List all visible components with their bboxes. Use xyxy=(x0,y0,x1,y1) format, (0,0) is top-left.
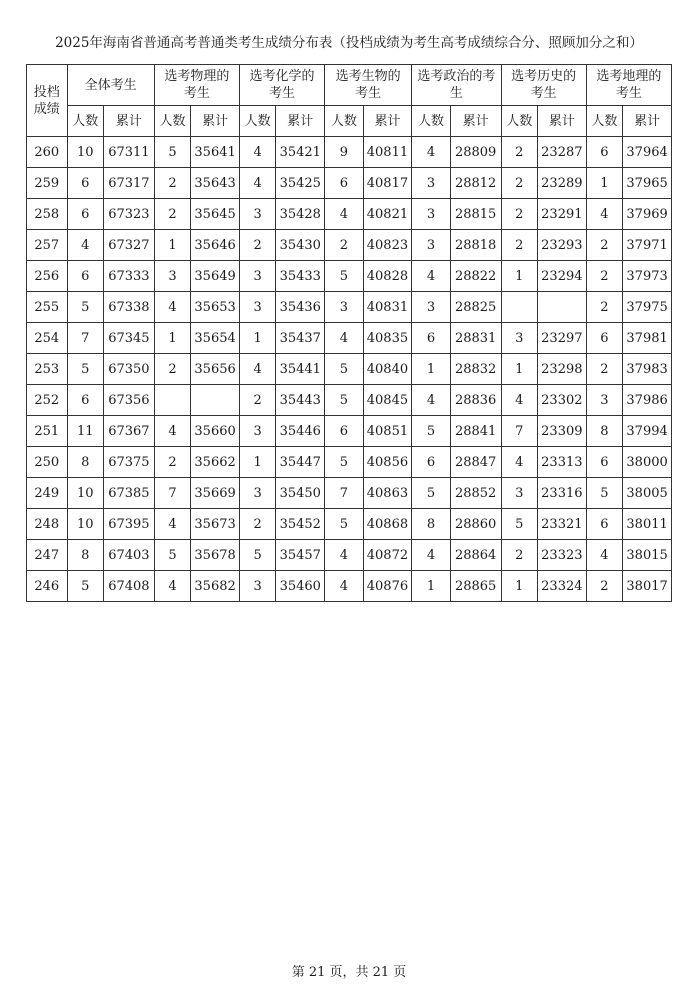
count-cell: 5 xyxy=(325,509,364,540)
cumulative-cell: 23323 xyxy=(538,540,587,571)
score-cell: 260 xyxy=(27,137,68,168)
cumulative-cell: 67311 xyxy=(104,137,155,168)
cumulative-cell: 35436 xyxy=(276,292,325,323)
cumulative-cell: 38011 xyxy=(623,509,672,540)
cumulative-cell: 23302 xyxy=(538,385,587,416)
count-cell: 5 xyxy=(154,137,191,168)
group-header-chemistry: 选考化学的考生 xyxy=(239,65,324,106)
count-cell: 6 xyxy=(325,416,364,447)
cumulative-cell: 23321 xyxy=(538,509,587,540)
cumulative-cell: 40851 xyxy=(363,416,412,447)
count-cell: 2 xyxy=(154,199,191,230)
count-cell: 3 xyxy=(239,261,276,292)
cumulative-cell: 40856 xyxy=(363,447,412,478)
count-cell: 3 xyxy=(412,292,451,323)
cumulative-cell xyxy=(191,385,240,416)
cumulative-cell: 35428 xyxy=(276,199,325,230)
sub-header-count: 人数 xyxy=(239,106,276,137)
cumulative-cell: 35656 xyxy=(191,354,240,385)
count-cell: 3 xyxy=(239,478,276,509)
count-cell: 10 xyxy=(67,478,104,509)
count-cell: 7 xyxy=(501,416,538,447)
count-cell: 4 xyxy=(154,292,191,323)
page-footer: 第 21 页，共 21 页 xyxy=(291,965,407,980)
cumulative-cell: 23316 xyxy=(538,478,587,509)
count-cell: 6 xyxy=(586,509,623,540)
cumulative-cell: 28865 xyxy=(450,571,501,602)
cumulative-cell: 28818 xyxy=(450,230,501,261)
count-cell: 4 xyxy=(154,416,191,447)
cumulative-cell: 37994 xyxy=(623,416,672,447)
count-cell: 1 xyxy=(501,261,538,292)
score-cell: 253 xyxy=(27,354,68,385)
count-cell: 3 xyxy=(239,416,276,447)
count-cell: 4 xyxy=(586,540,623,571)
count-cell: 1 xyxy=(154,230,191,261)
cumulative-cell: 23298 xyxy=(538,354,587,385)
count-cell: 2 xyxy=(239,509,276,540)
sub-header-cumulative: 累计 xyxy=(104,106,155,137)
count-cell: 3 xyxy=(412,230,451,261)
count-cell: 2 xyxy=(325,230,364,261)
count-cell: 9 xyxy=(325,137,364,168)
score-cell: 255 xyxy=(27,292,68,323)
count-cell: 3 xyxy=(239,292,276,323)
cumulative-cell: 38005 xyxy=(623,478,672,509)
count-cell: 4 xyxy=(501,385,538,416)
cumulative-cell: 23297 xyxy=(538,323,587,354)
sub-header-count: 人数 xyxy=(412,106,451,137)
sub-header-cumulative: 累计 xyxy=(363,106,412,137)
count-cell: 4 xyxy=(239,137,276,168)
score-cell: 257 xyxy=(27,230,68,261)
count-cell: 2 xyxy=(239,385,276,416)
cumulative-cell: 37973 xyxy=(623,261,672,292)
count-cell: 4 xyxy=(154,571,191,602)
cumulative-cell: 37964 xyxy=(623,137,672,168)
table-row xyxy=(27,478,672,509)
table-row xyxy=(27,571,672,602)
count-cell: 1 xyxy=(501,354,538,385)
cumulative-cell: 35443 xyxy=(276,385,325,416)
count-cell: 3 xyxy=(239,571,276,602)
cumulative-cell: 37986 xyxy=(623,385,672,416)
count-cell: 2 xyxy=(586,571,623,602)
cumulative-cell: 40823 xyxy=(363,230,412,261)
count-cell: 4 xyxy=(325,571,364,602)
count-cell: 5 xyxy=(325,385,364,416)
count-cell: 2 xyxy=(154,354,191,385)
cumulative-cell: 35460 xyxy=(276,571,325,602)
count-cell: 2 xyxy=(586,292,623,323)
count-cell: 11 xyxy=(67,416,104,447)
count-cell: 5 xyxy=(67,292,104,323)
score-cell: 252 xyxy=(27,385,68,416)
count-cell: 2 xyxy=(501,137,538,168)
count-cell: 5 xyxy=(586,478,623,509)
sub-header-cumulative: 累计 xyxy=(191,106,240,137)
score-cell: 250 xyxy=(27,447,68,478)
cumulative-cell: 35433 xyxy=(276,261,325,292)
count-cell: 1 xyxy=(412,571,451,602)
count-cell: 8 xyxy=(412,509,451,540)
cumulative-cell: 28864 xyxy=(450,540,501,571)
count-cell: 4 xyxy=(586,199,623,230)
count-cell: 5 xyxy=(67,354,104,385)
score-cell: 248 xyxy=(27,509,68,540)
group-header-physics: 选考物理的考生 xyxy=(154,65,239,106)
cumulative-cell: 28825 xyxy=(450,292,501,323)
cumulative-cell: 67408 xyxy=(104,571,155,602)
table-row xyxy=(27,199,672,230)
cumulative-cell: 35662 xyxy=(191,447,240,478)
count-cell: 4 xyxy=(412,385,451,416)
count-cell: 1 xyxy=(586,168,623,199)
count-cell: 3 xyxy=(325,292,364,323)
cumulative-cell: 35452 xyxy=(276,509,325,540)
cumulative-cell: 67395 xyxy=(104,509,155,540)
cumulative-cell: 28847 xyxy=(450,447,501,478)
sub-header-count: 人数 xyxy=(67,106,104,137)
group-header-history: 选考历史的考生 xyxy=(501,65,586,106)
count-cell: 3 xyxy=(586,385,623,416)
count-cell: 2 xyxy=(501,168,538,199)
count-cell: 5 xyxy=(325,261,364,292)
count-cell xyxy=(501,292,538,323)
sub-header-cumulative: 累计 xyxy=(276,106,325,137)
count-cell: 5 xyxy=(154,540,191,571)
cumulative-cell: 23287 xyxy=(538,137,587,168)
sub-header-count: 人数 xyxy=(325,106,364,137)
cumulative-cell: 38000 xyxy=(623,447,672,478)
cumulative-cell: 35643 xyxy=(191,168,240,199)
cumulative-cell: 28852 xyxy=(450,478,501,509)
cumulative-cell: 67327 xyxy=(104,230,155,261)
sub-header-cumulative: 累计 xyxy=(450,106,501,137)
cumulative-cell: 37975 xyxy=(623,292,672,323)
cumulative-cell: 40821 xyxy=(363,199,412,230)
count-cell: 3 xyxy=(412,199,451,230)
table-row xyxy=(27,540,672,571)
count-cell: 5 xyxy=(325,354,364,385)
score-cell: 259 xyxy=(27,168,68,199)
count-cell: 3 xyxy=(501,323,538,354)
count-cell: 4 xyxy=(239,168,276,199)
count-cell: 6 xyxy=(67,261,104,292)
table-row xyxy=(27,354,672,385)
count-cell: 6 xyxy=(67,385,104,416)
sub-header-cumulative: 累计 xyxy=(623,106,672,137)
cumulative-cell: 40828 xyxy=(363,261,412,292)
cumulative-cell: 28836 xyxy=(450,385,501,416)
count-cell: 10 xyxy=(67,137,104,168)
table-body xyxy=(27,137,672,602)
cumulative-cell: 28822 xyxy=(450,261,501,292)
cumulative-cell: 23324 xyxy=(538,571,587,602)
sub-header-cumulative: 累计 xyxy=(538,106,587,137)
table-row xyxy=(27,261,672,292)
count-cell: 10 xyxy=(67,509,104,540)
cumulative-cell: 67403 xyxy=(104,540,155,571)
cumulative-cell: 40817 xyxy=(363,168,412,199)
count-cell: 4 xyxy=(501,447,538,478)
count-cell: 5 xyxy=(67,571,104,602)
cumulative-cell: 40831 xyxy=(363,292,412,323)
cumulative-cell: 28815 xyxy=(450,199,501,230)
cumulative-cell: 35425 xyxy=(276,168,325,199)
count-cell: 4 xyxy=(325,199,364,230)
cumulative-cell: 35450 xyxy=(276,478,325,509)
cumulative-cell: 35673 xyxy=(191,509,240,540)
cumulative-cell: 23294 xyxy=(538,261,587,292)
cumulative-cell: 23313 xyxy=(538,447,587,478)
cumulative-cell: 40811 xyxy=(363,137,412,168)
count-cell: 4 xyxy=(67,230,104,261)
count-cell: 6 xyxy=(67,199,104,230)
cumulative-cell: 38017 xyxy=(623,571,672,602)
count-cell: 7 xyxy=(67,323,104,354)
cumulative-cell: 35457 xyxy=(276,540,325,571)
count-cell: 6 xyxy=(67,168,104,199)
cumulative-cell: 28831 xyxy=(450,323,501,354)
cumulative-cell: 40863 xyxy=(363,478,412,509)
count-cell: 2 xyxy=(501,199,538,230)
cumulative-cell: 35430 xyxy=(276,230,325,261)
cumulative-cell: 23289 xyxy=(538,168,587,199)
count-cell: 4 xyxy=(412,540,451,571)
count-cell: 5 xyxy=(412,478,451,509)
count-cell: 8 xyxy=(67,447,104,478)
count-cell: 2 xyxy=(586,354,623,385)
count-cell: 2 xyxy=(239,230,276,261)
cumulative-cell: 23293 xyxy=(538,230,587,261)
count-cell: 6 xyxy=(586,323,623,354)
count-cell: 8 xyxy=(586,416,623,447)
count-cell: 5 xyxy=(501,509,538,540)
cumulative-cell: 67338 xyxy=(104,292,155,323)
count-cell: 1 xyxy=(501,571,538,602)
count-cell: 2 xyxy=(501,540,538,571)
count-cell: 6 xyxy=(586,447,623,478)
count-cell: 8 xyxy=(67,540,104,571)
cumulative-cell: 35682 xyxy=(191,571,240,602)
cumulative-cell: 37983 xyxy=(623,354,672,385)
count-cell: 2 xyxy=(586,261,623,292)
cumulative-cell: 35660 xyxy=(191,416,240,447)
cumulative-cell: 28841 xyxy=(450,416,501,447)
cumulative-cell: 35437 xyxy=(276,323,325,354)
group-header-all: 全体考生 xyxy=(67,65,154,106)
cumulative-cell: 35421 xyxy=(276,137,325,168)
count-cell: 7 xyxy=(154,478,191,509)
count-cell xyxy=(154,385,191,416)
sub-header-count: 人数 xyxy=(586,106,623,137)
cumulative-cell: 67375 xyxy=(104,447,155,478)
cumulative-cell: 40845 xyxy=(363,385,412,416)
cumulative-cell: 35678 xyxy=(191,540,240,571)
count-cell: 1 xyxy=(412,354,451,385)
sub-header-count: 人数 xyxy=(501,106,538,137)
count-cell: 4 xyxy=(412,137,451,168)
cumulative-cell: 35641 xyxy=(191,137,240,168)
count-cell: 6 xyxy=(412,447,451,478)
cumulative-cell: 40876 xyxy=(363,571,412,602)
count-cell: 6 xyxy=(412,323,451,354)
count-cell: 2 xyxy=(154,447,191,478)
count-cell: 1 xyxy=(239,447,276,478)
count-cell: 5 xyxy=(412,416,451,447)
cumulative-cell: 35646 xyxy=(191,230,240,261)
cumulative-cell: 35645 xyxy=(191,199,240,230)
cumulative-cell: 40840 xyxy=(363,354,412,385)
cumulative-cell: 28860 xyxy=(450,509,501,540)
cumulative-cell: 40872 xyxy=(363,540,412,571)
cumulative-cell: 37969 xyxy=(623,199,672,230)
table-row xyxy=(27,292,672,323)
score-cell: 247 xyxy=(27,540,68,571)
count-cell: 3 xyxy=(239,199,276,230)
cumulative-cell: 67345 xyxy=(104,323,155,354)
cumulative-cell: 35653 xyxy=(191,292,240,323)
cumulative-cell: 35441 xyxy=(276,354,325,385)
score-cell: 249 xyxy=(27,478,68,509)
count-cell: 2 xyxy=(154,168,191,199)
group-header-politics: 选考政治的考生 xyxy=(412,65,501,106)
score-cell: 256 xyxy=(27,261,68,292)
cumulative-cell: 67385 xyxy=(104,478,155,509)
cumulative-cell: 40868 xyxy=(363,509,412,540)
cumulative-cell: 28809 xyxy=(450,137,501,168)
cumulative-cell: 23291 xyxy=(538,199,587,230)
cumulative-cell xyxy=(538,292,587,323)
cumulative-cell: 67356 xyxy=(104,385,155,416)
cumulative-cell: 37965 xyxy=(623,168,672,199)
count-cell: 6 xyxy=(586,137,623,168)
count-cell: 4 xyxy=(325,323,364,354)
page-title: 2025年海南省普通高考普通类考生成绩分布表（投档成绩为考生高考成绩综合分、照顾加分之和） xyxy=(55,35,643,51)
count-cell: 3 xyxy=(501,478,538,509)
count-cell: 2 xyxy=(586,230,623,261)
cumulative-cell: 28812 xyxy=(450,168,501,199)
score-cell: 251 xyxy=(27,416,68,447)
count-cell: 3 xyxy=(412,168,451,199)
cumulative-cell: 35446 xyxy=(276,416,325,447)
count-cell: 4 xyxy=(325,540,364,571)
cumulative-cell: 67367 xyxy=(104,416,155,447)
count-cell: 6 xyxy=(325,168,364,199)
sub-header-count: 人数 xyxy=(154,106,191,137)
cumulative-cell: 40835 xyxy=(363,323,412,354)
cumulative-cell: 35649 xyxy=(191,261,240,292)
count-cell: 3 xyxy=(154,261,191,292)
table-row xyxy=(27,416,672,447)
table-row xyxy=(27,323,672,354)
table-row xyxy=(27,168,672,199)
cumulative-cell: 38015 xyxy=(623,540,672,571)
cumulative-cell: 37971 xyxy=(623,230,672,261)
table-row xyxy=(27,137,672,168)
cumulative-cell: 67317 xyxy=(104,168,155,199)
cumulative-cell: 35669 xyxy=(191,478,240,509)
score-distribution-table xyxy=(26,64,672,602)
group-header-biology: 选考生物的考生 xyxy=(325,65,412,106)
score-cell: 258 xyxy=(27,199,68,230)
score-cell: 254 xyxy=(27,323,68,354)
count-cell: 4 xyxy=(412,261,451,292)
cumulative-cell: 28832 xyxy=(450,354,501,385)
cumulative-cell: 35654 xyxy=(191,323,240,354)
table-row xyxy=(27,230,672,261)
score-column-header: 投档成绩 xyxy=(27,65,68,137)
table-row xyxy=(27,385,672,416)
count-cell: 1 xyxy=(154,323,191,354)
cumulative-cell: 23309 xyxy=(538,416,587,447)
group-header-geography: 选考地理的考生 xyxy=(586,65,671,106)
count-cell: 1 xyxy=(239,323,276,354)
score-cell: 246 xyxy=(27,571,68,602)
count-cell: 7 xyxy=(325,478,364,509)
cumulative-cell: 67350 xyxy=(104,354,155,385)
table-row xyxy=(27,447,672,478)
count-cell: 5 xyxy=(239,540,276,571)
cumulative-cell: 67333 xyxy=(104,261,155,292)
table-row xyxy=(27,509,672,540)
count-cell: 2 xyxy=(501,230,538,261)
cumulative-cell: 67323 xyxy=(104,199,155,230)
cumulative-cell: 37981 xyxy=(623,323,672,354)
count-cell: 4 xyxy=(239,354,276,385)
cumulative-cell: 35447 xyxy=(276,447,325,478)
count-cell: 5 xyxy=(325,447,364,478)
count-cell: 4 xyxy=(154,509,191,540)
